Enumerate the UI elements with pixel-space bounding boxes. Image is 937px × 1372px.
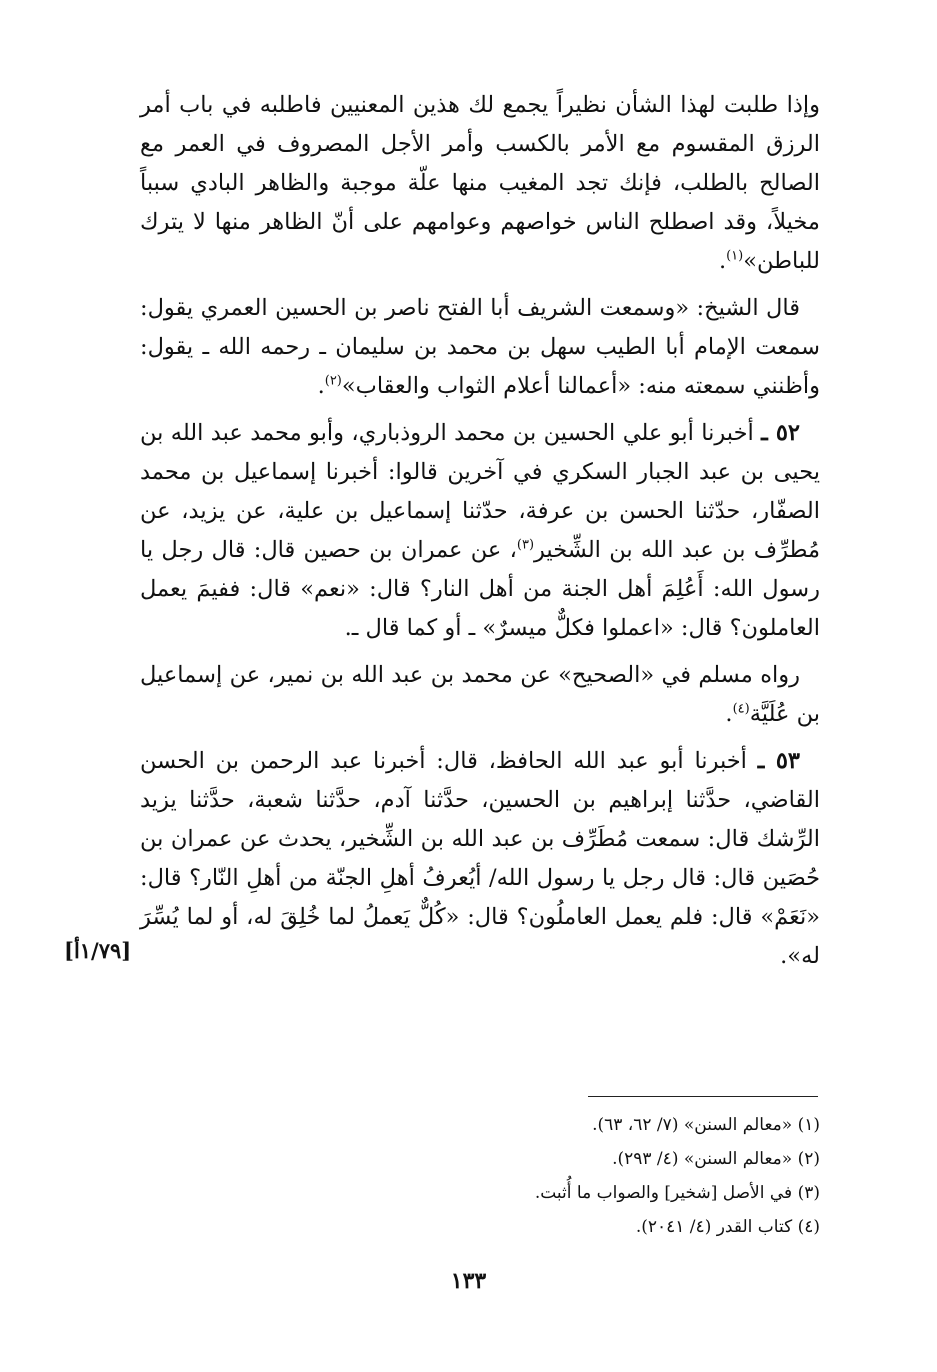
paragraph-4 [140, 656, 820, 734]
footnote-divider [588, 1096, 818, 1097]
footnote-ref-1: (١) [726, 248, 744, 264]
hadith-53 [140, 742, 820, 976]
footnotes [420, 1108, 820, 1244]
paragraph-1-text: وإذا طلبت لهذا الشأن نظيراً يجمع لك هذين المعنيين فاطلبه في باب أمر الرزق المقسوم مع الأمر بالكسب وأمر الأجل المصروف في العمر مع الصالح بالطلب، فإنك تجد المغيب منها علّة موجبة والظاهر البادي سبباً مخيلاً، وقد اصطلح الناس خواصهم وعوامهم على أنّ الظاهر منها لا يترك للباطن» [140, 92, 820, 274]
page-number: ١٣٣ [450, 1268, 487, 1294]
hadith-52-text: أخبرنا أبو علي الحسين بن محمد الروذباري، وأبو محمد عبد الله بن يحيى بن عبد الجبار السكري في آخرين قالوا: أخبرنا إسماعيل بن محمد الصفّار، حدّثنا الحسن بن عرفة، حدّثنا إسماعيل بن علية، عن يزيد، عن مُطرِّف بن عبد الله بن الشِّخير [140, 420, 821, 563]
paragraph-1 [140, 86, 820, 281]
hadith-52-text-cont: ، عن عمران بن حصين قال: قال رجل يا رسول الله: أَعُلِمَ أهل الجنة من أهل النار؟ قال: «نعم» قال: ففيمَ يعمل العاملون؟ قال: «اعملوا فكلٌّ ميسرٌ» ـ أو كما قال ـ. [140, 537, 820, 641]
footnote-1: (١) «معالم السنن» (٧/ ٦٢، ٦٣). [592, 1115, 820, 1135]
hadith-52-number: ٥٢ ـ [761, 420, 801, 446]
footnote-ref-4: (٤) [732, 701, 750, 717]
paragraph-2-text: قال الشيخ: «وسمعت الشريف أبا الفتح ناصر بن الحسين العمري يقول: سمعت الإمام أبا الطيب سهل بن محمد بن سليمان ـ رحمه الله ـ يقول: وأظنني سمعته منه: «أعمالنا أعلام الثواب والعقاب» [140, 295, 820, 399]
footnote-2: (٢) «معالم السنن» (٤/ ٢٩٣). [612, 1149, 820, 1169]
paragraph-2-end: . [317, 373, 325, 399]
paragraph-4-text: رواه مسلم في «الصحيح» عن محمد بن عبد الله بن نمير، عن إسماعيل بن عُلَيَّة [140, 662, 820, 727]
hadith-53-number: ٥٣ ـ [757, 748, 800, 774]
manuscript-folio-ref: [١/٧٩أ] [64, 938, 132, 963]
footnote-4: (٤) كتاب القدر (٤/ ٢٠٤١). [635, 1217, 820, 1237]
footnote-ref-2: (٢) [324, 373, 342, 389]
paragraph-2 [140, 289, 820, 406]
hadith-52 [140, 414, 820, 648]
footnote-3: (٣) في الأصل [شخير] والصواب ما أُثبت. [534, 1183, 820, 1203]
footnote-ref-3: (٣) [516, 537, 535, 553]
hadith-53-text: أخبرنا أبو عبد الله الحافظ، قال: أخبرنا عبد الرحمن بن الحسن القاضي، حدَّثنا إبراهيم بن الحسين، حدَّثنا آدم، حدَّثنا شعبة، حدَّثنا يزيد الرِّشك قال: سمعت مُطَرِّف بن عبد الله بن الشِّخير، يحدث عن عمران بن حُصَين قال: قال رجل يا رسول الله/ أيُعرفُ أهلِ الجنّة من أهلِ النّار؟ قال: «نَعَمْ» قال: فلم يعمل العاملُون؟ قال: «كُلٌّ يَعملُ لما خُلِقَ له، أو لما يُسِّرَ له». [140, 748, 820, 969]
paragraph-1-end: . [718, 248, 727, 274]
paragraph-4-end: . [725, 701, 733, 727]
main-text [140, 86, 820, 984]
